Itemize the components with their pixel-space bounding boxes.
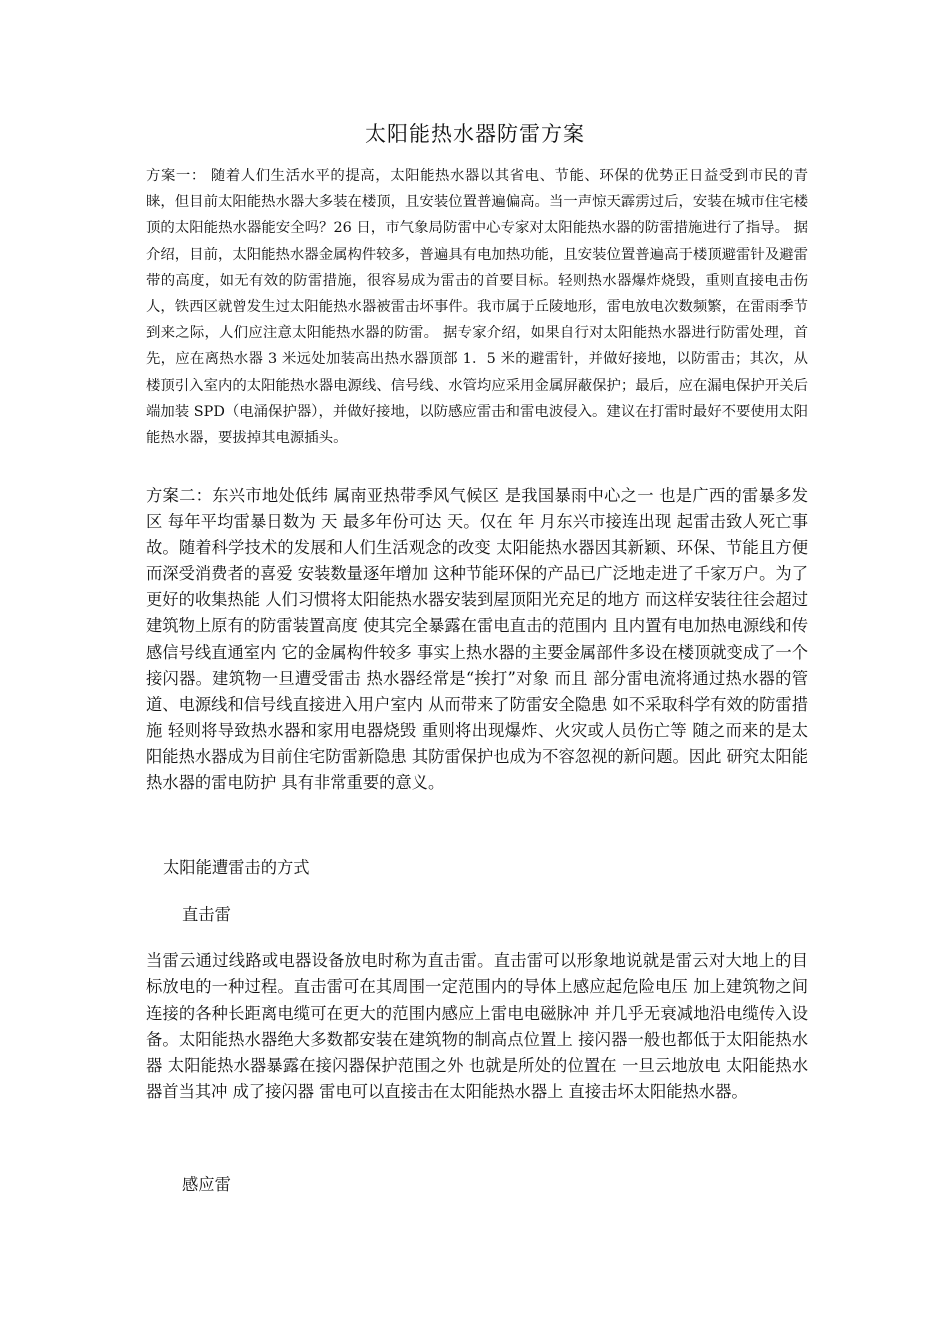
- subheading-direct-lightning: 直击雷: [182, 905, 231, 924]
- subheading-induced-lightning: 感应雷: [182, 1175, 231, 1194]
- paragraph-direct-lightning: 当雷云通过线路或电器设备放电时称为直击雷。直击雷可以形象地说就是雷云对大地上的目标放电的一种过程。直击雷可在其周围一定范围内的导体上感应起危险电压 加上建筑物之间连接的各种长距离电缆可在更大的范围内感应上雷电电磁脉冲 并几乎无衰减地沿电缆传入设备。太阳能热水器绝大多数都安装在建筑物的制高点位置上 接闪器一般也都低于太阳能热水器 太阳能热水器暴露在接闪器保护范围之外 也就是所处的位置在 一旦云地放电 太阳能热水器首当其冲 成了接闪器 雷电可以直接击在太阳能热水器上 直接击坏太阳能热水器。: [146, 951, 808, 1102]
- paragraph-plan-one: 方案一： 随着人们生活水平的提高，太阳能热水器以其省电、节能、环保的优势正日益受到市民的青睐，但目前太阳能热水器大多装在楼顶，且安装位置普遍偏高。当一声惊天霹雳过后，安装在城市住宅楼顶的太阳能热水器能安全吗？26 日，市气象局防雷中心专家对太阳能热水器的防雷措施进行了指导。 据介绍，目前，太阳能热水器金属构件较多，普遍具有电加热功能，且安装位置普遍高于楼顶避雷针及避雷带的高度，如无有效的防雷措施，很容易成为雷击的首要目标。轻则热水器爆炸烧毁，重则直接电击伤人，铁西区就曾发生过太阳能热水器被雷击坏事件。我市属于丘陵地形，雷电放电次数频繁，在雷雨季节到来之际，人们应注意太阳能热水器的防雷。 据专家介绍，如果自行对太阳能热水器进行防雷处理，首先，应在离热水器 3 米远处加装高出热水器顶部 1．5 米的避雷针，并做好接地，以防雷击；其次，从楼顶引入室内的太阳能热水器电源线、信号线、水管均应采用金属屏蔽保护；最后，应在漏电保护开关后端加装 SPD（电涌保护器），并做好接地，以防感应雷击和雷电波侵入。建议在打雷时最好不要使用太阳能热水器，要拔掉其电源插头。: [146, 168, 808, 447]
- paragraph-plan-two: 方案二：东兴市地处低纬 属南亚热带季风气候区 是我国暴雨中心之一 也是广西的雷暴多发区 每年平均雷暴日数为 天 最多年份可达 天。仅在 年 月东兴市接连出现 起雷击致人死亡事故。随着科学技术的发展和人们生活观念的改变 太阳能热水器因其新颖、环保、节能且方便而深受消费者的喜爱 安装数量逐年增加 这种节能环保的产品已广泛地走进了千家万户。为了更好的收集热能 人们习惯将太阳能热水器安装到屋顶阳光充足的地方 而这样安装往往会超过建筑物上原有的防雷装置高度 使其完全暴露在雷电直击的范围内 且内置有电加热电源线和传感信号线直通室内 它的金属构件较多 事实上热水器的主要金属部件多设在楼顶就变成了一个接闪器。建筑物一旦遭受雷击 热水器经常是“挨打”对象 而且 部分雷电流将通过热水器的管道、电源线和信号线直接进入用户室内 从而带来了防雷安全隐患 如不采取科学有效的防雷措施 轻则将导致热水器和家用电器烧毁 重则将出现爆炸、火灾或人员伤亡等 随之而来的是太阳能热水器成为目前住宅防雷新隐患 其防雷保护也成为不容忽视的新问题。因此 研究太阳能热水器的雷电防护 具有非常重要的意义。: [146, 486, 808, 793]
- section-heading-strike-modes: 太阳能遭雷击的方式: [163, 858, 310, 877]
- document-title: 太阳能热水器防雷方案: [365, 122, 585, 146]
